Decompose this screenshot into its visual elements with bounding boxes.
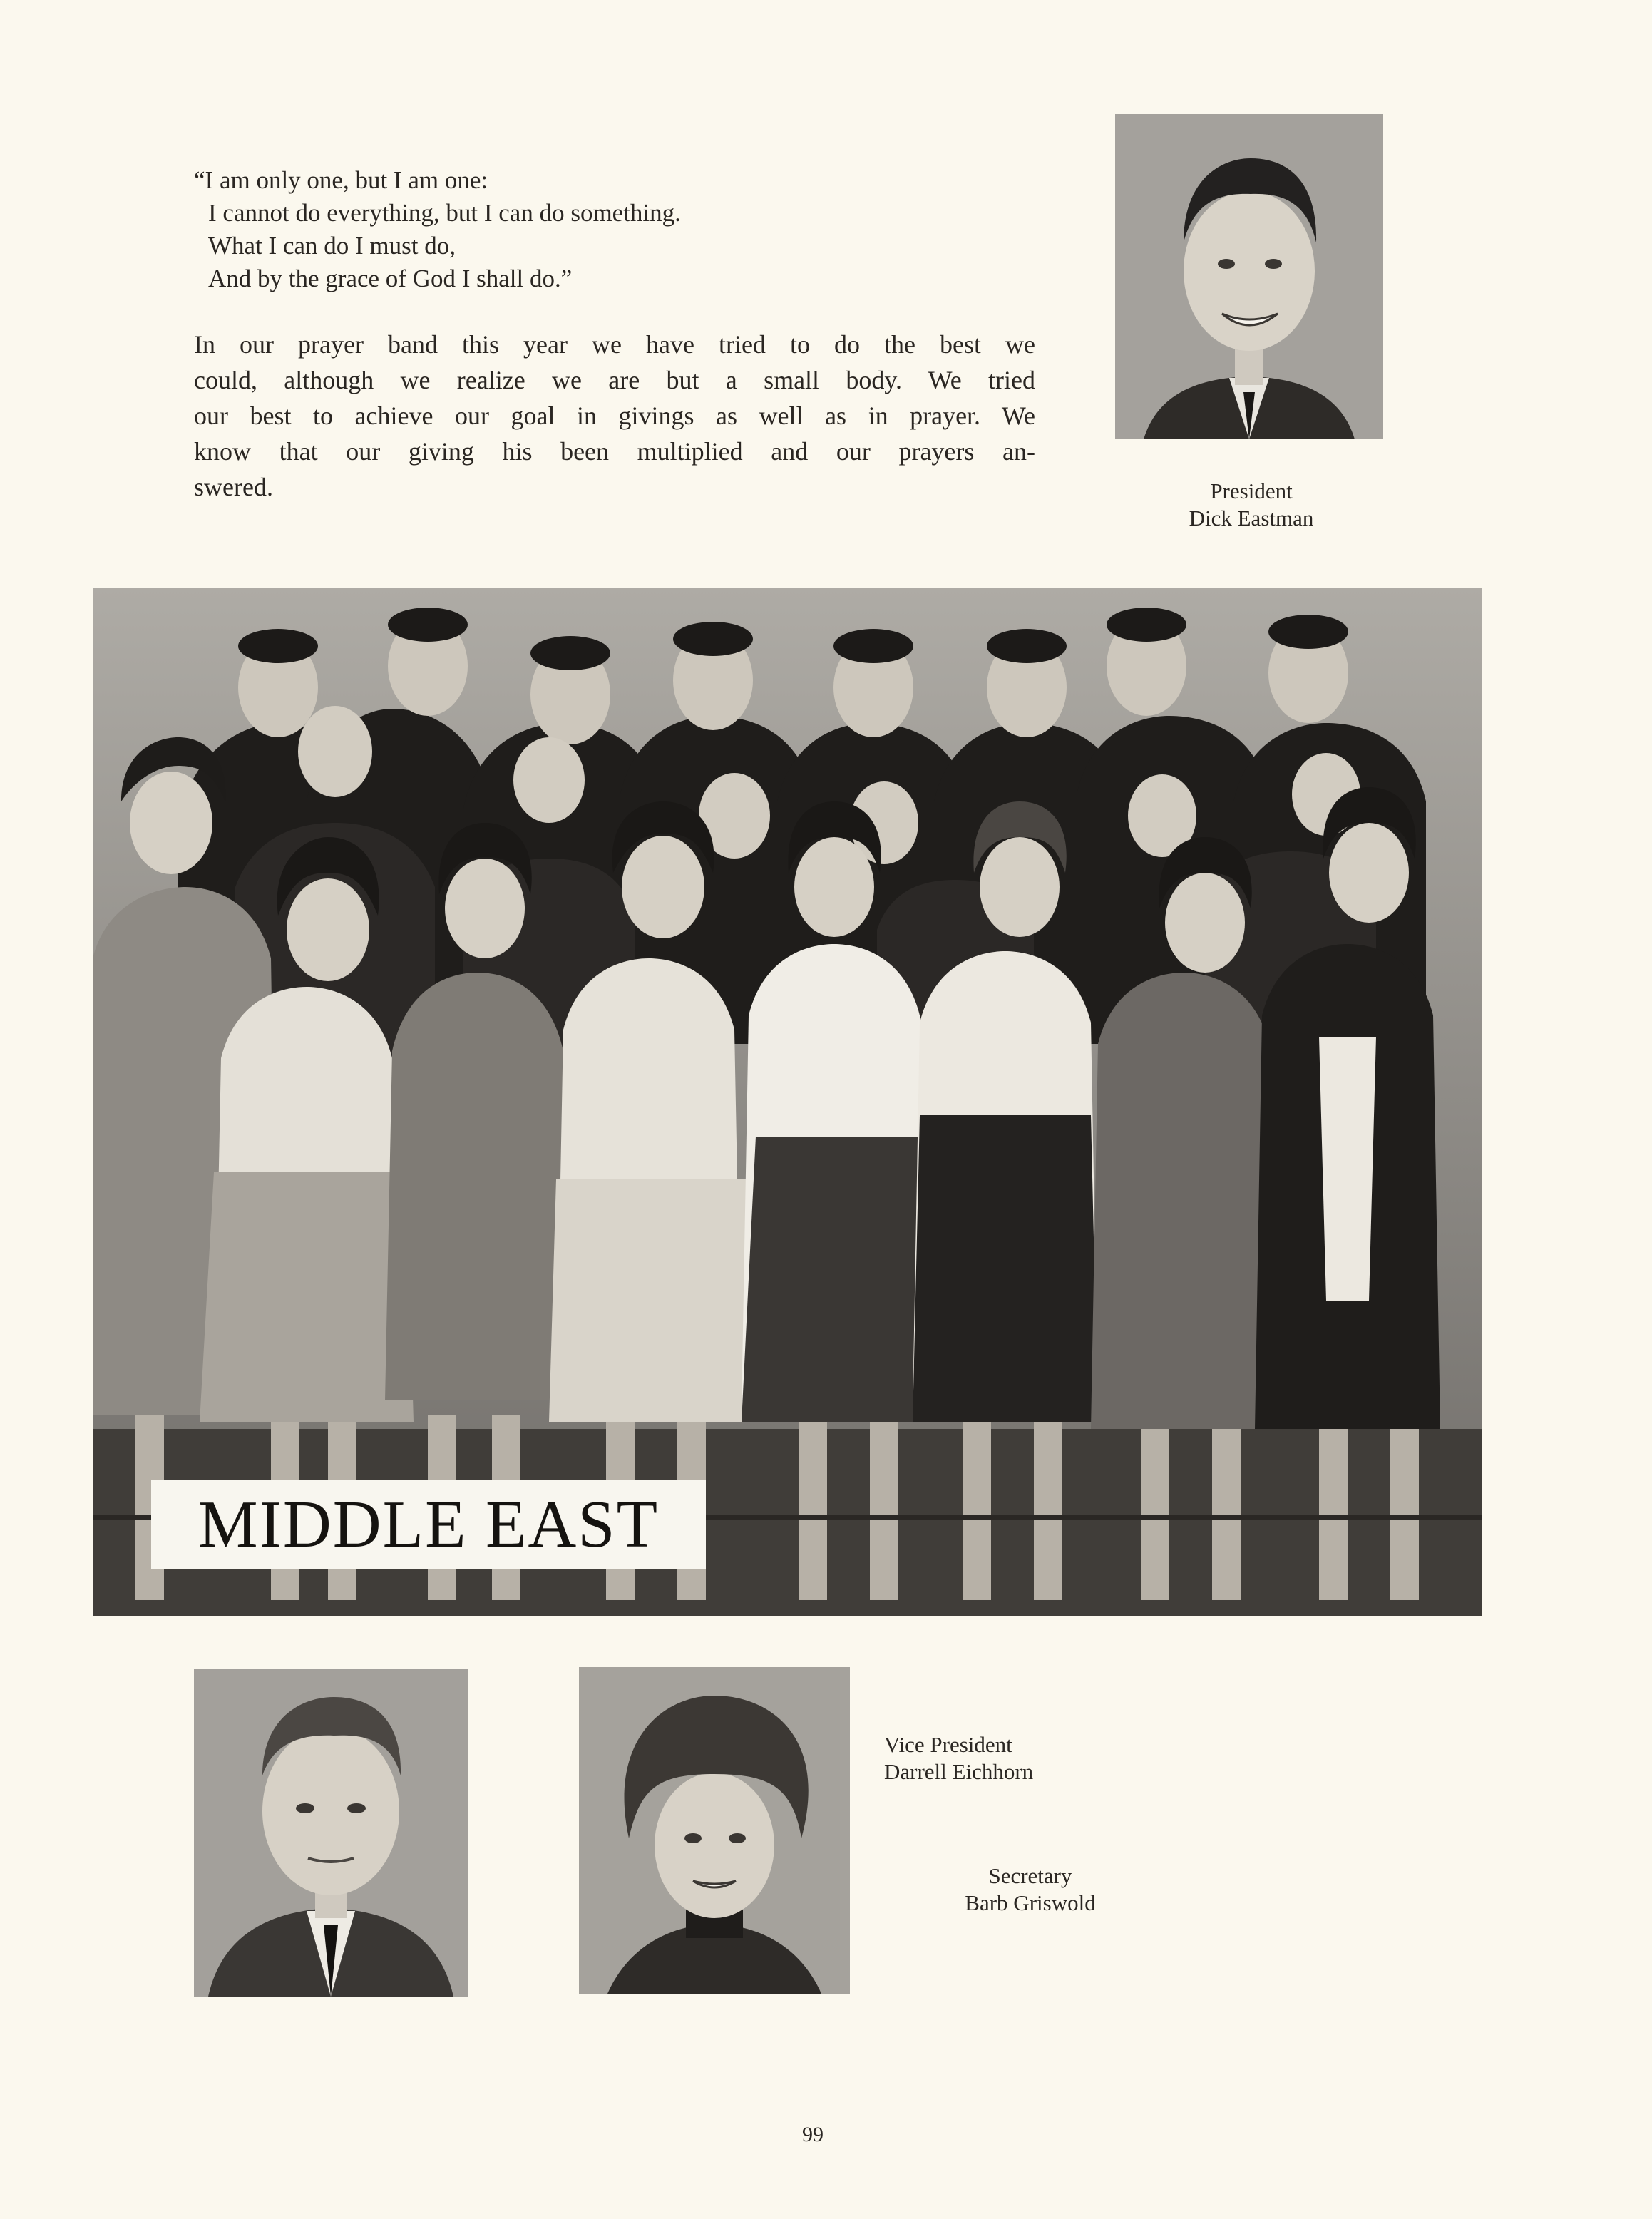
paragraph-line: In our prayer band this year we have tried to do the best we <box>194 330 1035 359</box>
paragraph-line: could, although we realize we are but a small body. We tried <box>194 366 1035 394</box>
secretary-portrait <box>579 1667 850 1994</box>
group-label-text: MIDDLE EAST <box>198 1487 659 1562</box>
vice-president-name: Darrell Eichhorn <box>884 1759 1034 1784</box>
secretary-title: Secretary <box>988 1863 1072 1888</box>
president-title: President <box>1210 478 1293 503</box>
president-portrait <box>1115 114 1383 439</box>
vice-president-caption <box>884 1731 1105 1785</box>
poem-line: What I can do I must do, <box>208 232 456 260</box>
secretary-caption <box>934 1862 1127 1917</box>
vice-president-portrait <box>194 1669 468 1997</box>
poem-line: And by the grace of God I shall do.” <box>208 265 573 292</box>
paragraph-line: know that our giving his been multiplied and our prayers an- <box>194 437 1035 466</box>
poem-line: “I am only one, but I am one: <box>194 166 488 194</box>
paragraph-line: swered. <box>194 473 273 501</box>
page-number: 99 <box>802 2123 824 2146</box>
poem-quote <box>194 164 681 295</box>
president-name: Dick Eastman <box>1189 506 1314 531</box>
body-paragraph <box>194 327 1035 505</box>
vice-president-title: Vice President <box>884 1732 1012 1757</box>
group-label <box>151 1480 706 1569</box>
paragraph-line: our best to achieve our goal in givings as well as in prayer. We <box>194 401 1035 430</box>
group-photo <box>93 588 1482 1616</box>
secretary-name: Barb Griswold <box>965 1890 1096 1915</box>
president-caption <box>1148 478 1355 532</box>
poem-line: I cannot do everything, but I can do something. <box>208 199 681 227</box>
